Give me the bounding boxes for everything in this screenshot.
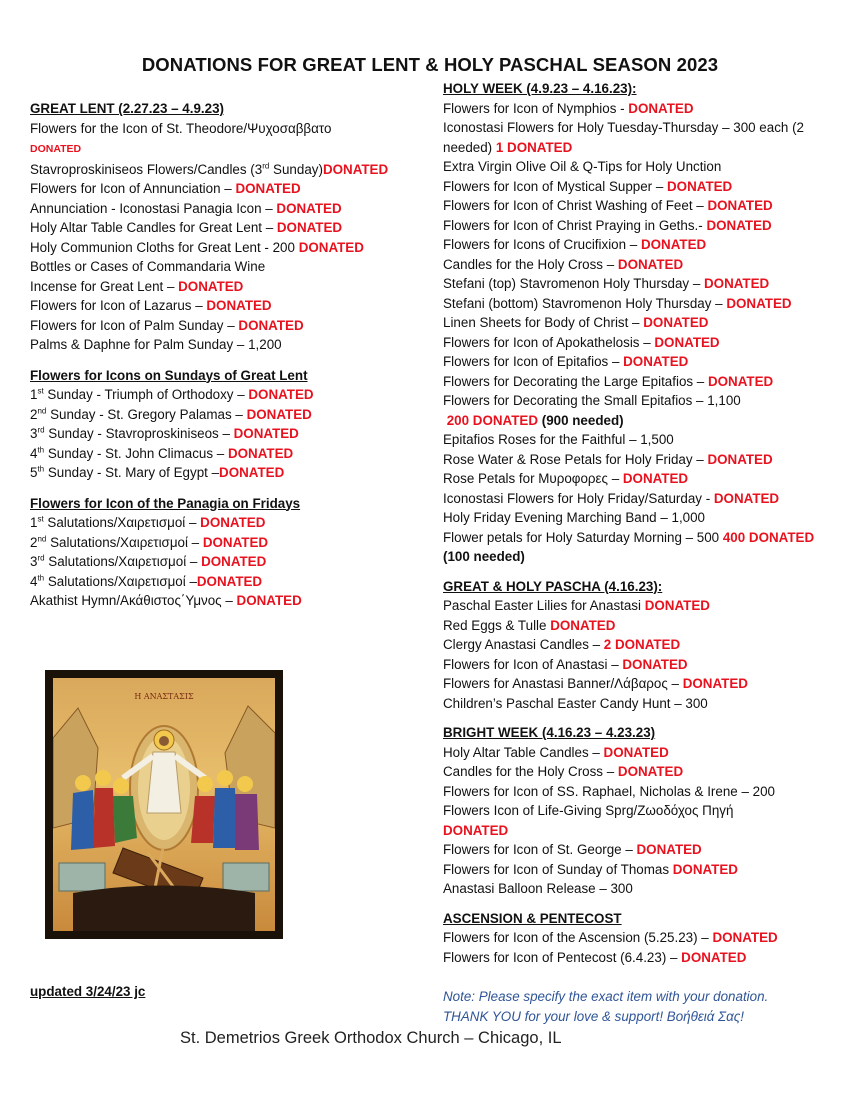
list-item: Flowers for Icon of St. George – DONATED bbox=[443, 842, 702, 857]
list-item: 4th Sunday - St. John Climacus – DONATED bbox=[30, 445, 294, 461]
donated-badge: DONATED bbox=[682, 676, 748, 691]
donated-badge: DONATED bbox=[707, 198, 773, 213]
donated-badge: DONATED bbox=[236, 593, 302, 608]
list-item: Children’s Paschal Easter Candy Hunt – 300 bbox=[443, 695, 708, 711]
donated-badge: DONATED bbox=[707, 373, 774, 389]
donated-badge: DONATED bbox=[643, 315, 709, 330]
donated-badge: DONATED bbox=[726, 295, 792, 311]
section-heading-bright-week: BRIGHT WEEK (4.16.23 – 4.23.23) bbox=[443, 725, 656, 740]
list-item: Linen Sheets for Body of Christ – DONATED bbox=[443, 315, 709, 330]
list-item: Flowers Icon of Life-Giving Sprg/Ζωοδόχος Πηγή bbox=[443, 803, 734, 818]
list-item: Flowers for Icon of Pentecost (6.4.23) – DONATED bbox=[443, 949, 747, 965]
list-item: Iconostasi Flowers for Holy Friday/Saturday - DONATED bbox=[443, 490, 780, 506]
donated-badge: DONATED bbox=[30, 143, 82, 155]
donated-badge: DONATED bbox=[706, 217, 772, 233]
donated-badge: DONATED bbox=[644, 598, 710, 613]
donated-badge: DONATED bbox=[202, 534, 269, 550]
list-item: Flowers for Icon of Sunday of Thomas DONATED bbox=[443, 861, 738, 877]
list-item: Red Eggs & Tulle DONATED bbox=[443, 617, 616, 633]
donated-badge: 2 DONATED bbox=[603, 637, 681, 652]
donated-badge: DONATED bbox=[200, 515, 266, 530]
donated-badge: 200 DONATED bbox=[446, 412, 539, 428]
list-item-status bbox=[30, 138, 425, 160]
list-item: Annunciation - Iconostasi Panagia Icon – DONATED bbox=[30, 200, 342, 216]
left-column bbox=[30, 99, 425, 611]
donated-badge: DONATED bbox=[713, 490, 780, 506]
list-item: Bottles or Cases of Commandaria Wine bbox=[30, 259, 266, 274]
donated-badge: DONATED bbox=[617, 764, 684, 779]
note-line-2: THANK YOU for your love & support! Βοήθειά Σας! bbox=[443, 1008, 744, 1024]
donated-badge: DONATED bbox=[233, 426, 299, 441]
list-item: 1st Sunday - Triumph of Orthodoxy – DONATED bbox=[30, 386, 314, 402]
donated-badge: DONATED bbox=[219, 465, 285, 480]
list-item: Clergy Anastasi Candles – 2 DONATED bbox=[443, 637, 681, 652]
list-item: Stefani (top) Stavromenon Holy Thursday – DONATED bbox=[443, 276, 770, 291]
list-item: Flowers for Icon of Annunciation – DONATED bbox=[30, 181, 301, 196]
list-item: 2nd Sunday - St. Gregory Palamas – DONATED bbox=[30, 406, 312, 422]
list-item: Flowers for Icon of Lazarus – DONATED bbox=[30, 298, 272, 313]
list-item: Holy Friday Evening Marching Band – 1,000 bbox=[443, 510, 706, 525]
list-item: 4th Salutations/Χαιρετισμοί –DONATED bbox=[30, 573, 263, 589]
list-item: Flowers for Icon of Epitafios – DONATED bbox=[443, 354, 689, 369]
list-item: Stavroproskiniseos Flowers/Candles (3rd Sunday)DONATED bbox=[30, 161, 389, 177]
list-item: Stefani (bottom) Stavromenon Holy Thursday – DONATED bbox=[443, 295, 792, 311]
note-line-1: Note: Please specify the exact item with your donation. bbox=[443, 989, 769, 1004]
list-item-status bbox=[443, 821, 843, 841]
donated-badge: DONATED bbox=[681, 949, 747, 965]
donated-badge: DONATED bbox=[617, 256, 684, 272]
list-item: Candles for the Holy Cross – DONATED bbox=[443, 256, 684, 272]
list-item: Flowers for Icon of the Ascension (5.25.23) – DONATED bbox=[443, 930, 778, 945]
list-item: Flowers for Icons of Crucifixion – DONATED bbox=[443, 237, 707, 252]
donated-badge: DONATED bbox=[550, 617, 616, 633]
list-item: Candles for the Holy Cross – DONATED bbox=[443, 764, 684, 779]
list-item: Flowers for Decorating the Large Epitafios – DONATED bbox=[443, 373, 774, 389]
page-title: DONATIONS FOR GREAT LENT & HOLY PASCHAL SEASON 2023 bbox=[141, 54, 719, 75]
list-item: 5th Sunday - St. Mary of Egypt –DONATED bbox=[30, 464, 285, 480]
icon-painting bbox=[53, 678, 275, 931]
list-item: Flowers for Icon of Mystical Supper – DONATED bbox=[443, 178, 733, 194]
donated-badge: DONATED bbox=[298, 239, 364, 255]
updated-note: updated 3/24/23 jc bbox=[30, 984, 146, 999]
donated-badge: DONATED bbox=[654, 334, 720, 350]
donated-badge: DONATED bbox=[276, 220, 343, 235]
icon-caption: Η ΑΝΑΣΤΑΣΙΣ bbox=[134, 692, 194, 701]
list-item: Flower petals for Holy Saturday Morning – 500 400 DONATED (100 needed) bbox=[443, 529, 815, 564]
list-item: Incense for Great Lent – DONATED bbox=[30, 278, 244, 294]
donated-badge: DONATED bbox=[672, 861, 738, 877]
donated-badge: DONATED bbox=[603, 744, 669, 760]
donated-badge: DONATED bbox=[623, 354, 689, 369]
list-item: 1st Salutations/Χαιρετισμοί – DONATED bbox=[30, 514, 266, 530]
list-item: Iconostasi Flowers for Holy Tuesday-Thursday – 300 each (2 needed) 1 DONATED bbox=[443, 120, 804, 155]
donated-badge: DONATED bbox=[622, 656, 688, 672]
list-item: Flowers for Decorating the Small Epitafios – 1,100 bbox=[443, 393, 741, 408]
donated-badge: DONATED bbox=[178, 278, 244, 294]
donated-badge: DONATED bbox=[712, 930, 778, 945]
list-item: 2nd Salutations/Χαιρετισμοί – DONATED bbox=[30, 534, 269, 550]
list-item: Epitafios Roses for the Faithful – 1,500 bbox=[443, 432, 674, 447]
list-item: Rose Petals for Μυροφορες – DONATED bbox=[443, 471, 689, 486]
donated-badge: DONATED bbox=[707, 451, 773, 467]
list-item: Flowers for Icon of Palm Sunday – DONATED bbox=[30, 317, 304, 333]
donated-badge: DONATED bbox=[667, 178, 733, 194]
section-heading-holy-week: HOLY WEEK (4.9.23 – 4.16.23): bbox=[443, 81, 637, 96]
list-item: Akathist Hymn/Ακάθιστος΄Υμνος – DONATED bbox=[30, 593, 302, 608]
list-item: 3rd Salutations/Χαιρετισμοί – DONATED bbox=[30, 553, 267, 569]
donated-badge: DONATED bbox=[622, 471, 689, 486]
list-item: Holy Communion Cloths for Great Lent - 200 DONATED bbox=[30, 239, 364, 255]
donated-badge: DONATED bbox=[704, 276, 770, 291]
donation-note bbox=[443, 987, 843, 1026]
section-heading-pascha: GREAT & HOLY PASCHA (4.16.23): bbox=[443, 578, 663, 594]
resurrection-scene-icon bbox=[53, 678, 275, 931]
right-column bbox=[443, 79, 843, 967]
donated-badge: DONATED bbox=[628, 100, 694, 116]
resurrection-icon-image bbox=[45, 670, 283, 939]
list-item: Flowers for the Icon of St. Theodore/Ψυχοσαββατο bbox=[30, 120, 332, 136]
list-item: Flowers for Icon of SS. Raphael, Nicholas & Irene – 200 bbox=[443, 783, 775, 799]
section-heading-panagia: Flowers for Icon of the Panagia on Fridays bbox=[30, 495, 301, 511]
list-item: Flowers for Anastasi Banner/Λάβαρος – DONATED bbox=[443, 676, 748, 691]
donated-badge: DONATED bbox=[636, 842, 702, 857]
list-item: 3rd Sunday - Stavroproskiniseos – DONATED bbox=[30, 425, 299, 441]
list-item: Flowers for Icon of Christ Praying in Geths.- DONATED bbox=[443, 217, 772, 233]
church-footer: St. Demetrios Greek Orthodox Church – Chicago, IL bbox=[180, 1029, 562, 1047]
list-item: Flowers for Icon of Christ Washing of Feet – DONATED bbox=[443, 198, 773, 213]
donated-badge: 400 DONATED bbox=[722, 529, 815, 545]
donated-badge: DONATED bbox=[246, 406, 312, 422]
list-item: Extra Virgin Olive Oil & Q-Tips for Holy Unction bbox=[443, 159, 722, 174]
list-item-status: 200 DONATED (900 needed) bbox=[446, 412, 624, 428]
donated-badge: DONATED bbox=[322, 161, 389, 177]
list-item: Holy Altar Table Candles – DONATED bbox=[443, 744, 669, 760]
list-item: Anastasi Balloon Release – 300 bbox=[443, 881, 633, 896]
list-item: Paschal Easter Lilies for Anastasi DONATED bbox=[443, 598, 710, 613]
donated-badge: 1 DONATED bbox=[495, 139, 573, 155]
list-item: Flowers for Icon of Apokathelosis – DONATED bbox=[443, 334, 720, 350]
donated-badge: DONATED bbox=[640, 237, 707, 252]
donated-badge: DONATED bbox=[248, 387, 314, 402]
donated-badge: DONATED bbox=[227, 445, 294, 461]
section-heading-ascension: ASCENSION & PENTECOST bbox=[443, 910, 622, 926]
donated-badge: DONATED bbox=[196, 573, 263, 589]
section-heading-great-lent: GREAT LENT (2.27.23 – 4.9.23) bbox=[30, 101, 224, 116]
donated-badge: DONATED bbox=[235, 181, 301, 196]
donated-badge: DONATED bbox=[201, 554, 267, 569]
list-item: Flowers for Icon of Nymphios - DONATED bbox=[443, 100, 694, 116]
list-item: Holy Altar Table Candles for Great Lent – DONATED bbox=[30, 220, 343, 235]
donated-badge: DONATED bbox=[238, 317, 304, 333]
donated-badge: DONATED bbox=[443, 822, 509, 838]
list-item: Palms & Daphne for Palm Sunday – 1,200 bbox=[30, 337, 282, 352]
list-item: Rose Water & Rose Petals for Holy Friday – DONATED bbox=[443, 451, 773, 467]
list-item: Flowers for Icon of Anastasi – DONATED bbox=[443, 656, 688, 672]
donated-badge: DONATED bbox=[276, 200, 342, 216]
section-heading-sundays: Flowers for Icons on Sundays of Great Lent bbox=[30, 367, 308, 383]
donated-badge: DONATED bbox=[206, 298, 272, 313]
